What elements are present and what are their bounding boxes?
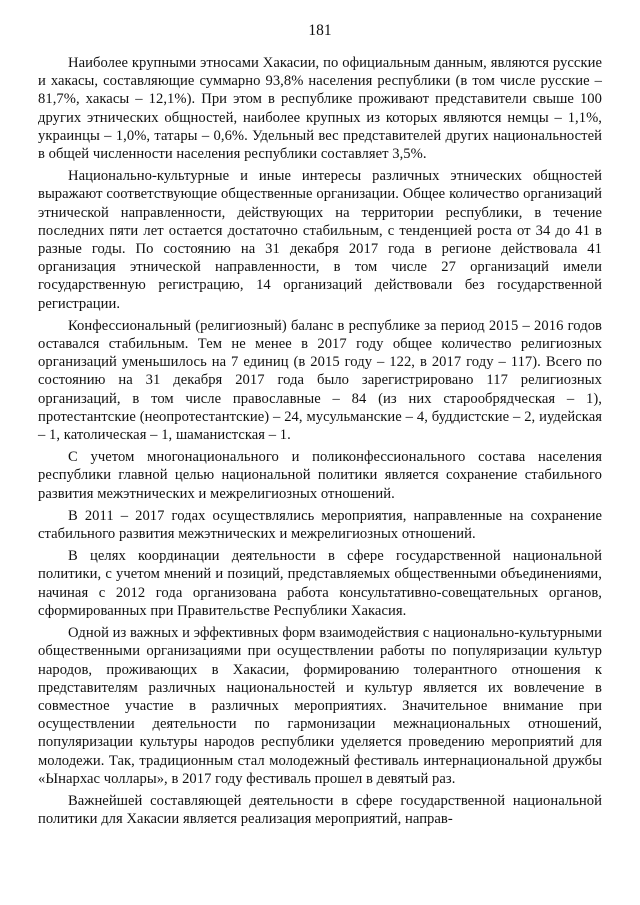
paragraph-ethnic-groups: Наиболее крупными этносами Хакасии, по официальным данным, являются русские и хакасы, составляющие суммарно 93,8% населения республики (в том числе русские – 81,7%, хакасы – 12,1%). При этом в республике проживают представители свыше 100 других этнических общностей, наиболее крупных из которых являются немцы – 1,1%, украинцы – 1,0%, татары – 0,6%. Удельный вес представителей других национальностей в общей численности населения республики составляет 3,5%. [38,55,602,163]
paragraph-consultative-bodies: В целях координации деятельности в сфере государственной национальной политики, с учетом мнений и позиций, представляемых общественными объединениями, начиная с 2012 года организована работа консультативно-совещательных органов, сформированных при Правительстве Республики Хакасия. [38,548,602,619]
paragraph-policy-goal: С учетом многонационального и поликонфессионального состава населения республики главной целью национальной политики является сохранение стабильного развития межэтнических и межрелигиозных отношений. [38,449,602,502]
body-text [38,54,602,828]
page-number: 181 [308,22,332,39]
paragraph-religious-balance: Конфессиональный (религиозный) баланс в республике за период 2015 – 2016 годов оставался стабильным. Тем не менее в 2017 году общее количество религиозных организаций уменьшилось на 7 единиц (в 2015 году – 122, в 2017 году – 117). Всего по состоянию на 31 декабря 2017 года было зарегистрировано 117 религиозных организаций, в том числе православные – 84 (из них старообрядческая – 1), протестантские (неопротестантские) – 24, мусульманские – 4, буддистские – 2, иудейская – 1, католическая – 1, шаманистская – 1. [38,317,602,444]
paragraph-2011-2017-measures: В 2011 – 2017 годах осуществлялись мероприятия, направленные на сохранение стабильного развития межэтнических и межрелигиозных отношений. [38,507,602,543]
paragraph-key-component: Важнейшей составляющей деятельности в сфере государственной национальной политики для Хакасии является реализация мероприятий, направ- [38,792,602,828]
paragraph-ethnic-organizations: Национально-культурные и иные интересы различных этнических общностей выражают соответствующие общественные организации. Общее количество организаций этнической направленности, действующих на территории республики, в течение последних пяти лет остается достаточно стабильным, с тенденцией роста от 34 до 41 в разные годы. По состоянию на 31 декабря 2017 года в регионе действовала 41 организация этнической направленности, в том числе 27 организаций имели государственную регистрацию, 14 организаций действовали без государственной регистрации. [38,168,602,312]
paragraph-youth-festival: Одной из важных и эффективных форм взаимодействия с национально-культурными общественными организациями при осуществлении работы по популяризации культур народов, проживающих в Хакасии, формированию толерантного отношения к представителям различных национальностей и культур является их вовлечение в совместное участие в различных мероприятиях. Значительное внимание при осуществлении деятельности по гармонизации межнациональных отношений, популяризации культуры народов республики уделяется проведению мероприятий для молодежи. Так, традиционным стал молодежный фестиваль интернациональной дружбы «Ынархас чоллары», в 2017 году фестиваль прошел в девятый раз. [38,625,603,787]
